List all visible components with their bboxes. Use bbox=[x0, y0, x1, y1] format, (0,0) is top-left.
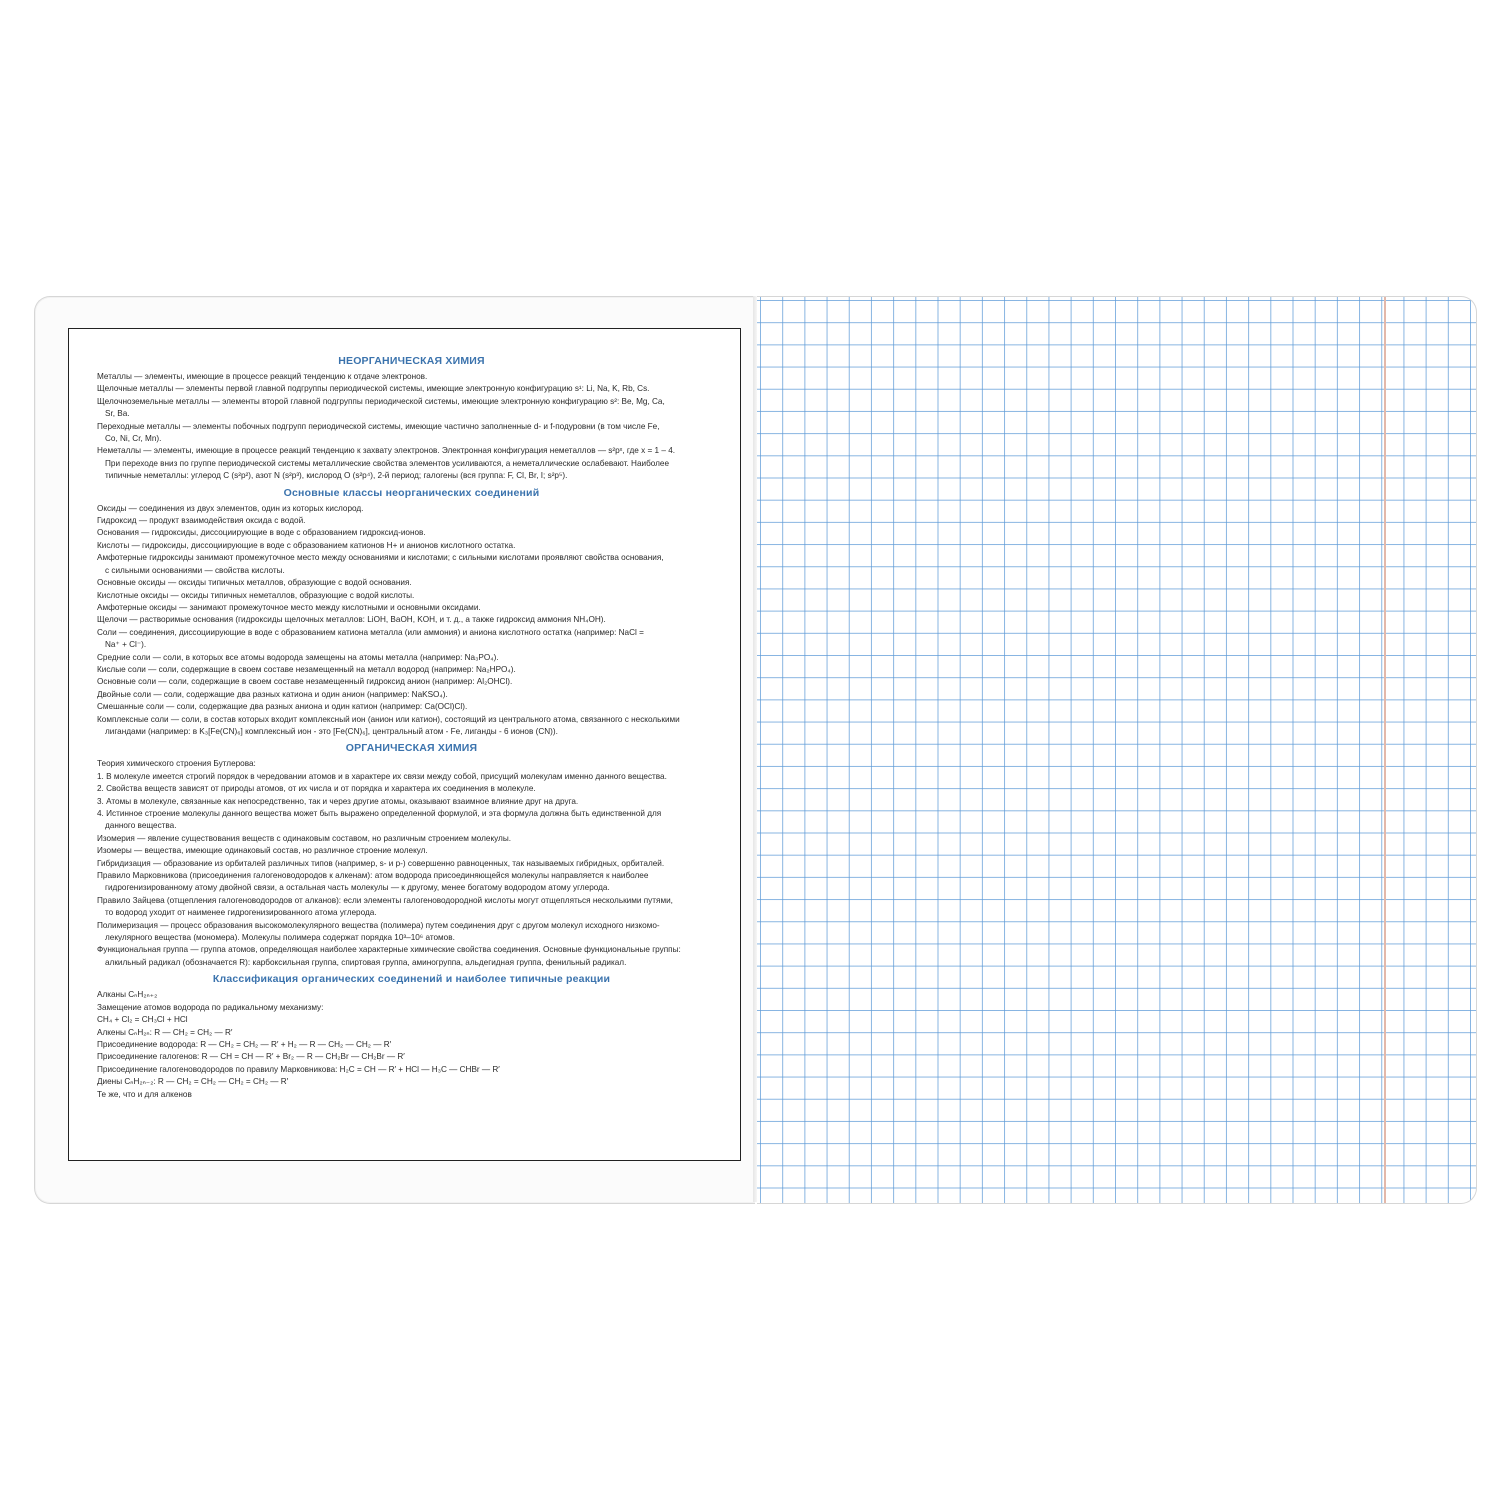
text-line: При переходе вниз по группе периодической системы металлические свойства элементов усиливаются, а неметаллические ослабевают. Наиболее bbox=[105, 458, 670, 468]
text-line: Амфотерные оксиды — занимают промежуточное место между кислотными и основными оксидами. bbox=[97, 602, 481, 612]
text-line: 3. Атомы в молекуле, связанные как непосредственно, так и через другие атомы, оказывают взаимное влияние друг на друга. bbox=[97, 796, 579, 806]
text-line: Смешанные соли — соли, содержащие два разных аниона и один катион (например: Ca(OCl)Cl). bbox=[97, 702, 468, 712]
right-page-grid bbox=[757, 296, 1477, 1204]
text-line: Металлы — элементы, имеющие в процессе реакций тенденцию к отдаче электронов. bbox=[97, 372, 428, 381]
text-line: Присоединение галогенов: R — CH = CH — R′ + Br₂ — R — CH₂Br — CH₂Br — R′ bbox=[97, 1052, 405, 1062]
text-line: Na⁺ + Cl⁻). bbox=[105, 640, 147, 650]
text-line: Щелочные металлы — элементы первой главной подгруппы периодической системы, имеющие электронную конфигурацию s¹: Li, Na, K, Rb, Cs. bbox=[97, 384, 650, 394]
text-line: Функциональная группа — группа атомов, определяющая наиболее характерные химические свойства соединения. Основные функциональные группы: bbox=[97, 945, 681, 955]
text-line: лигандами (например: в K₃[Fe(CN)₆] комплексный ион - это [Fe(CN)₆], центральный атом - Fe, лиганды - 6 ионов (CN)). bbox=[105, 726, 558, 736]
text-line: Гидроксид — продукт взаимодействия оксида с водой. bbox=[97, 516, 306, 526]
text-line: Присоединение галогеноводородов по правилу Марковникова: H₂C = CH — R′ + HCl — H₃C — CHBr — R′ bbox=[97, 1064, 500, 1074]
text-line: Правило Марковникова (присоединения галогеноводородов к алкенам): атом водорода присоединяющейся молекулы направляется к наиболее bbox=[97, 871, 649, 881]
section-title: НЕОРГАНИЧЕСКАЯ ХИМИЯ bbox=[338, 355, 485, 367]
text-line: Теория химического строения Бутлерова: bbox=[97, 759, 256, 769]
text-line: Амфотерные гидроксиды занимают промежуточное место между основаниями и кислотами; с сильными кислотами проявляют свойства основания, bbox=[97, 553, 664, 563]
text-line: Соли — соединения, диссоциирующие в воде с образованием катиона металла (или аммония) и аниона кислотного остатка (например: NaCl = bbox=[97, 627, 644, 637]
text-line: Алкены CₙH₂ₙ: R — CH₂ = CH₂ — R′ bbox=[97, 1027, 233, 1037]
text-line: с сильными основаниями — свойства кислоты. bbox=[105, 565, 285, 575]
text-line: Полимеризация — процесс образования высокомолекулярного вещества (полимера) путем соединения друг с другом молекул исходного низкомо- bbox=[97, 920, 660, 930]
text-line: Комплексные соли — соли, в состав которых входит комплексный ион (анион или катион), состоящий из центрального атома, связанного с несколькими bbox=[97, 714, 680, 724]
section-title: Классификация органических соединений и наиболее типичные реакции bbox=[212, 973, 611, 986]
text-line: Sr, Ba. bbox=[105, 409, 130, 419]
text-line: Оксиды — соединения из двух элементов, один из которых кислород. bbox=[97, 503, 364, 513]
text-line: 4. Истинное строение молекулы данного вещества может быть выражено определенной формулой, и эта формула должна быть единственной для bbox=[97, 809, 662, 818]
text-line: типичные неметаллы: углерод C (s²p²), азот N (s²p³), кислород O (s²p⁴), 2-й период; галогены (вся группа: F, Cl, Br, I; s²p⁵). bbox=[105, 471, 568, 481]
margin-line bbox=[1384, 297, 1386, 1203]
left-page-cover bbox=[34, 296, 755, 1204]
text-line: то водород уходит от наименее гидрогенизированного атома углерода. bbox=[105, 908, 377, 918]
text-line: Co, Ni, Cr, Mn). bbox=[105, 434, 162, 444]
text-line: Присоединение водорода: R — CH₂ = CH₂ — R′ + H₂ — R — CH₂ — CH₂ — R′ bbox=[97, 1039, 392, 1049]
text-line: Те же, что и для алкенов bbox=[97, 1089, 192, 1099]
section-title: Основные классы неорганических соединений bbox=[283, 486, 540, 499]
text-line: Гибридизация — образование из орбиталей различных типов (например, s- и p-) совершенно равноценных, так называемых гибридных, орбиталей. bbox=[97, 858, 665, 868]
text-line: Основные соли — соли, содержащие в своем составе незамещенный гидроксид анион (например: Al₂OHCl). bbox=[97, 677, 513, 687]
text-line: Замещение атомов водорода по радикальному механизму: bbox=[97, 1002, 324, 1012]
text-line: Основные оксиды — оксиды типичных металлов, образующие с водой основания. bbox=[97, 578, 412, 588]
text-line: Правило Зайцева (отщепления галогеноводородов от алканов): если элементы галогеноводородной кислоты могут отщепляться несколькими путями, bbox=[97, 895, 673, 905]
text-line: гидрогенизированному атому двойной связи, а остальная часть молекулы — к другому, менее богатому водородом атому углерода. bbox=[105, 883, 610, 893]
text-line: Средние соли — соли, в которых все атомы водорода замещены на атомы металла (например: Na₃PO₄). bbox=[97, 652, 499, 662]
text-line: Изомеры — вещества, имеющие одинаковый состав, но различное строение молекул. bbox=[97, 846, 428, 856]
text-line: 2. Свойства веществ зависят от природы атомов, от их числа и от порядка и характера их соединения в молекуле. bbox=[97, 784, 536, 794]
text-line: данного вещества. bbox=[105, 821, 177, 831]
text-line: Алканы CₙH₂ₙ₊₂ bbox=[97, 990, 158, 1000]
reference-sheet bbox=[68, 328, 741, 1161]
text-line: Кислоты — гидроксиды, диссоциирующие в воде с образованием катионов H+ и анионов кислотного остатка. bbox=[97, 540, 516, 550]
text-line: Щелочи — растворимые основания (гидроксиды щелочных металлов: LiOH, BaOH, KOH, и т. д., а также гидроксид аммония NH₄OH). bbox=[97, 615, 606, 625]
notebook-spread bbox=[34, 296, 1476, 1202]
section-title: ОРГАНИЧЕСКАЯ ХИМИЯ bbox=[345, 742, 478, 755]
text-line: Диены CₙH₂ₙ₋₂: R — CH₂ = CH₂ — CH₂ = CH₂ — R′ bbox=[97, 1077, 289, 1087]
text-line: Кислые соли — соли, содержащие в своем составе незамещенный на металл водород (например: Na₂HPO₄). bbox=[97, 664, 516, 674]
text-line: Кислотные оксиды — оксиды типичных неметаллов, образующие с водой кислоты. bbox=[97, 590, 415, 600]
text-line: Переходные металлы — элементы побочных подгрупп периодической системы, имеющие частично заполненные d- и f-подуровни (в том числе Fe, bbox=[97, 421, 660, 431]
text-line: Неметаллы — элементы, имеющие в процессе реакций тенденцию к захвату электронов. Электронная конфигурация неметаллов — s²pˣ, где x = 1 – 4. bbox=[97, 446, 676, 456]
text-line: алкильный радикал (обозначается R): карбоксильная группа, спиртовая группа, аминогруппа, альдегидная группа, фенильный радикал. bbox=[105, 957, 627, 967]
text-line: Щелочноземельные металлы — элементы второй главной подгруппы периодической системы, имеющие электронную конфигурацию s²: Be, Mg, Ca, bbox=[97, 396, 665, 406]
text-line: лекулярного вещества (мономера). Молекулы полимера содержат порядка 10³–10⁶ атомов. bbox=[105, 933, 455, 943]
text-line: Основания — гидроксиды, диссоциирующие в воде с образованием гидроксид-ионов. bbox=[97, 528, 426, 538]
text-line: 1. В молекуле имеется строгий порядок в чередовании атомов и в характере их связи между собой, присущий молекулам именно данного вещества. bbox=[97, 771, 667, 781]
text-line: Изомерия — явление существования веществ с одинаковым составом, но различным строением молекулы. bbox=[97, 833, 511, 843]
text-line: CH₄ + Cl₂ = CH₃Cl + HCl bbox=[97, 1015, 188, 1025]
text-line: Двойные соли — соли, содержащие два разных катиона и один анион (например: NaKSO₄). bbox=[97, 689, 448, 699]
